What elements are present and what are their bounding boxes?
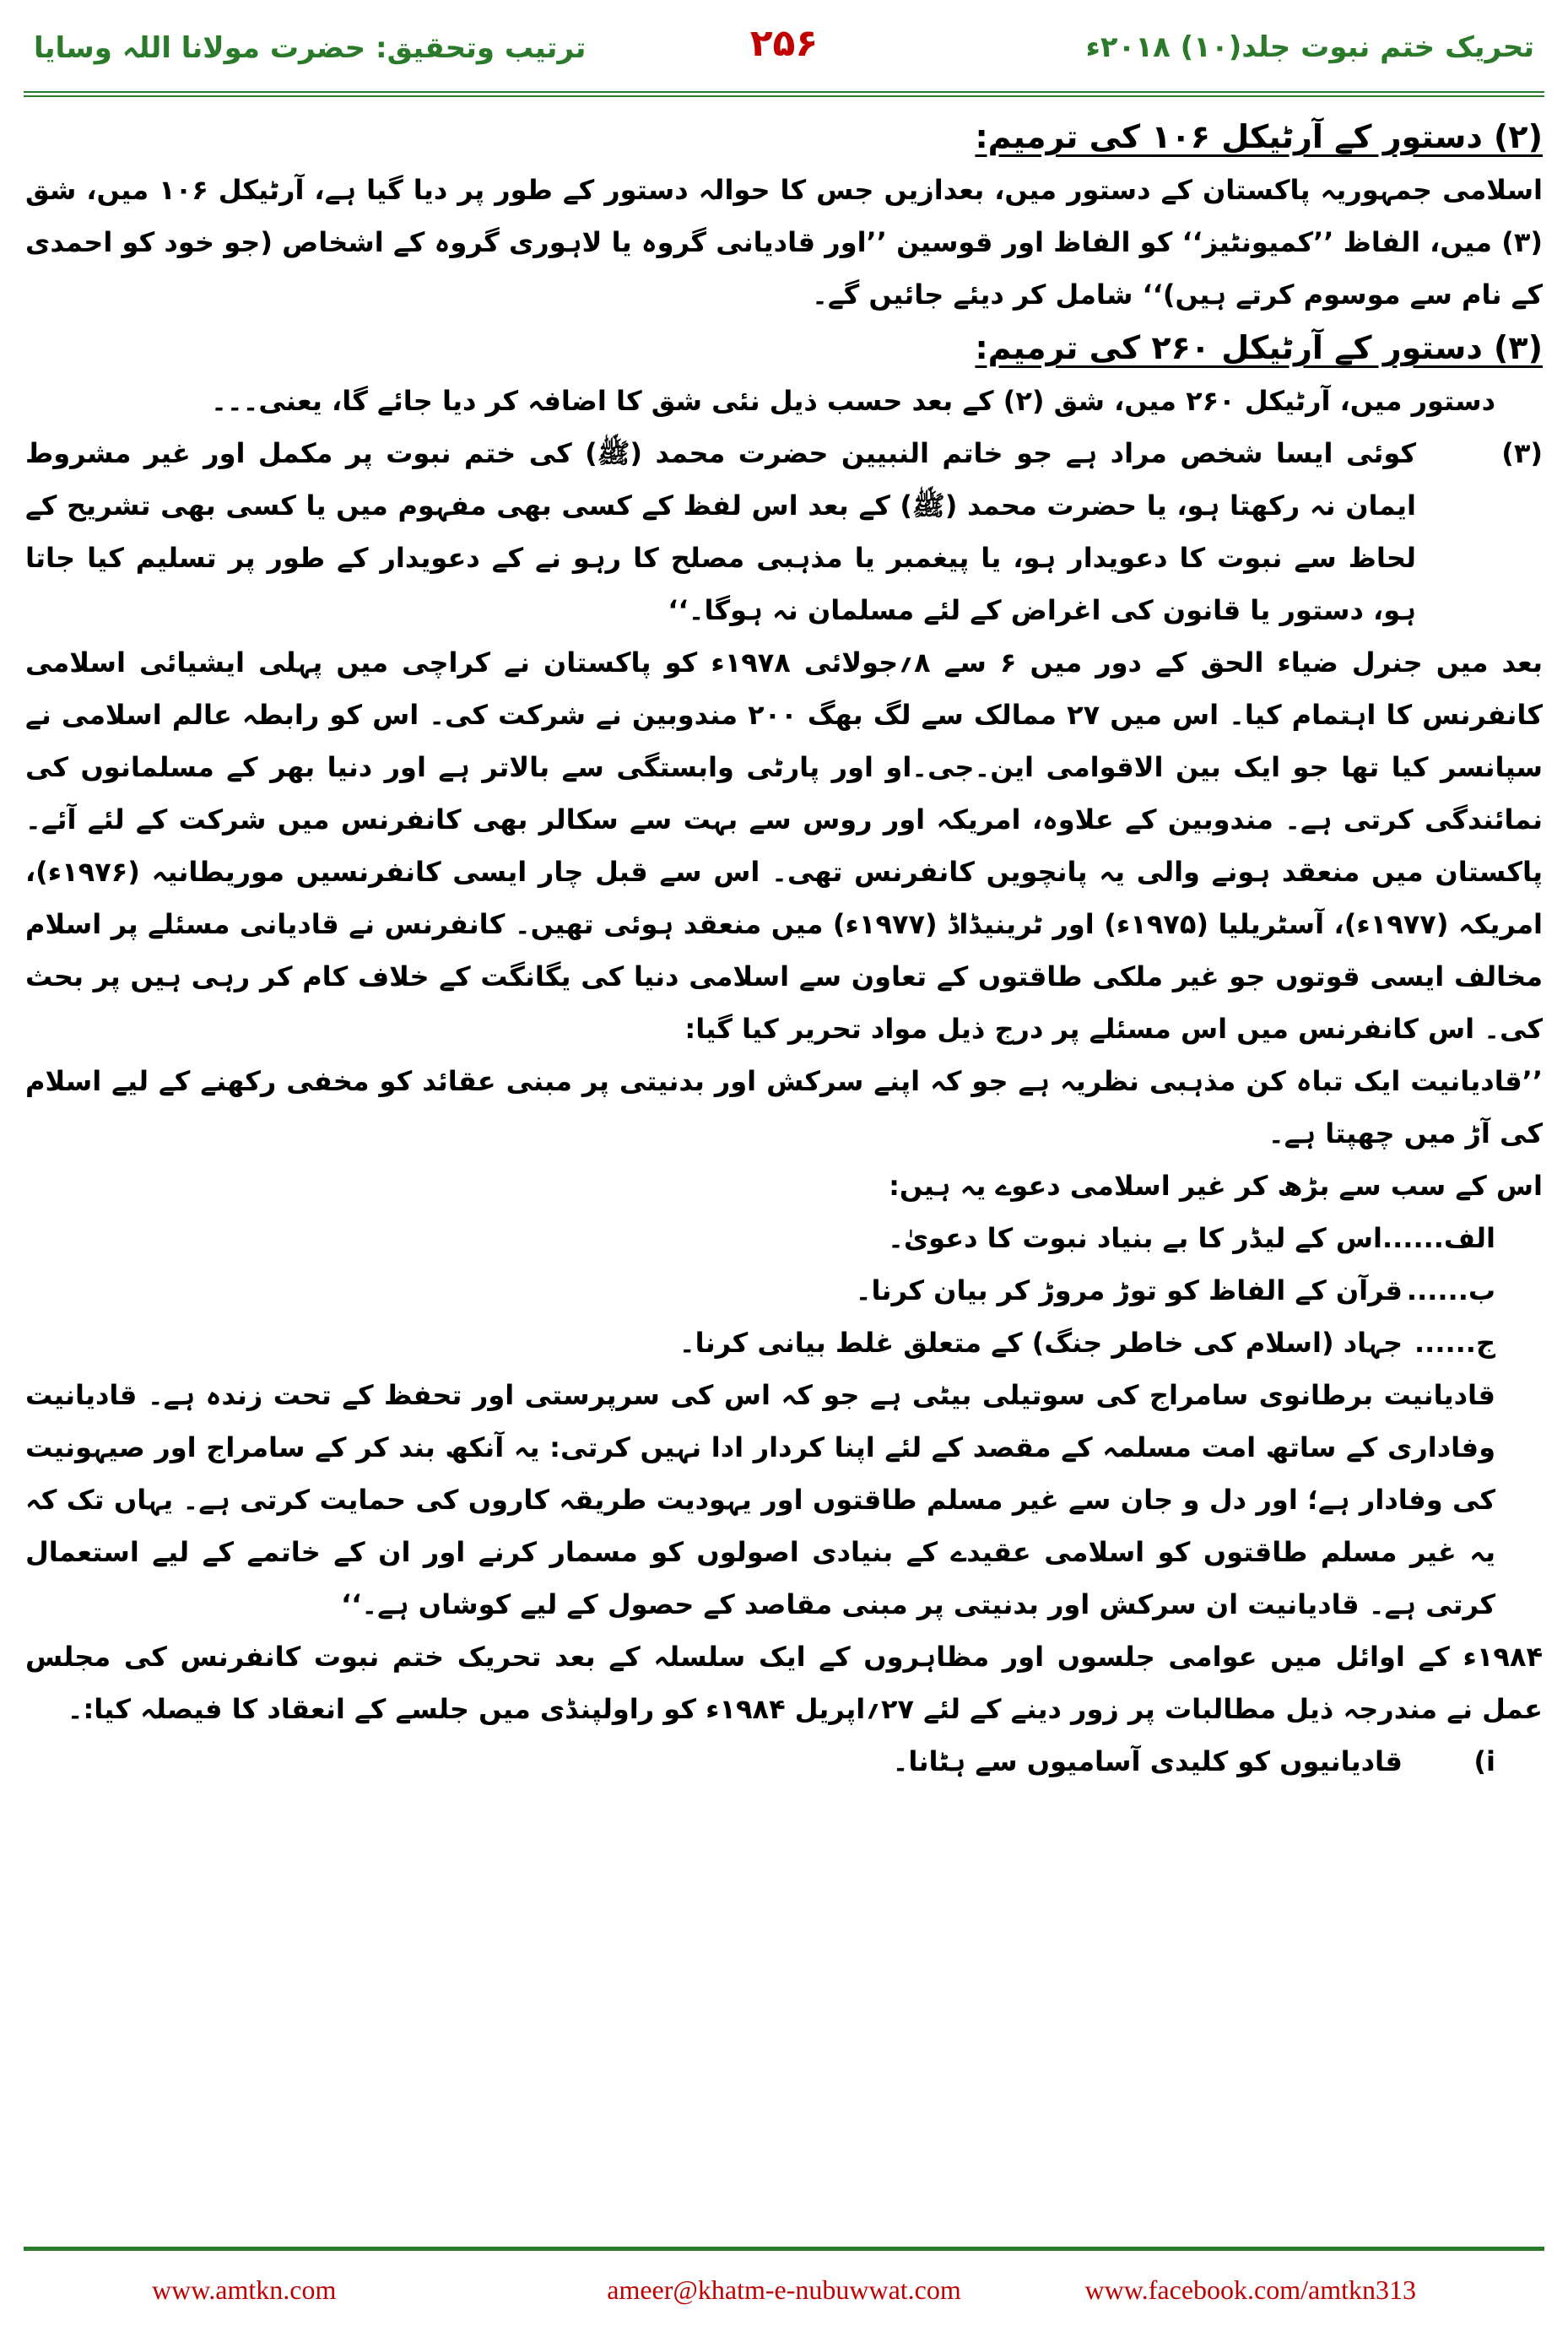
list-marker: ج......: [1414, 1327, 1495, 1359]
section-heading: (۲) دستور کے آرٹیکل ۱۰۶ کی ترمیم:: [975, 118, 1543, 155]
page-number: ۲۵۶: [749, 22, 819, 65]
list-item: [25, 1317, 1543, 1369]
email-link[interactable]: ameer@khatm-e-nubuwwat.com: [607, 2274, 961, 2305]
book-title: تحریک ختم نبوت جلد(۱۰) ۲۰۱۸ء: [1085, 30, 1534, 64]
page-footer: [51, 2264, 1517, 2318]
paragraph: بعد میں جنرل ضیاء الحق کے دور میں ۶ سے ۸؍جولائی ۱۹۷۸ء کو پاکستان نے کراچی میں پہلی ایشیائی اسلامی کانفرنس کا اہتمام کیا۔ اس میں ۲۷ ممالک سے لگ بھگ ۲۰۰ مندوبین نے شرکت کی۔ اس کو رابطہ عالم اسلامی نے سپانسر کیا تھا جو ایک بین الاقوامی این۔جی۔او اور پارٹی وابستگی سے بالاتر ہے اور دنیا بھر کے مسلمانوں کی نمائندگی کرتی ہے۔ مندوبین کے علاوہ، امریکہ اور روس سے بہت سے سکالر بھی کانفرنس میں شرکت کے لئے آئے۔ پاکستان میں منعقد ہونے والی یہ پانچویں کانفرنس تھی۔ اس سے قبل چار ایسی کانفرنسیں موریطانیہ (۱۹۷۶ء)، امریکہ (۱۹۷۷ء)، آسٹریلیا (۱۹۷۵ء) اور ٹرینیڈاڈ (۱۹۷۷ء) میں منعقد ہوئی تھیں۔ کانفرنس نے قادیانی مسئلے پر اسلام مخالف ایسی قوتوں جو غیر ملکی طاقتوں کے تعاون سے اسلامی دنیا کی یگانگت کے خلاف کام کر رہی ہیں پر بحث کی۔ اس کانفرنس میں اس مسئلے پر درج ذیل مواد تحریر کیا گیا:: [25, 646, 1543, 1045]
list-marker: ب......: [1406, 1274, 1495, 1306]
clause-number: (۳): [1501, 437, 1543, 469]
list-marker: الف......: [1381, 1222, 1495, 1254]
list-item: [25, 1264, 1543, 1317]
list-text: قرآن کے الفاظ کو توڑ مروڑ کر بیان کرنا۔: [855, 1274, 1403, 1306]
clause-block: [25, 427, 1543, 636]
section-heading: (۳) دستور کے آرٹیکل ۲۶۰ کی ترمیم:: [975, 329, 1543, 366]
website-link[interactable]: www.amtkn.com: [152, 2274, 337, 2305]
list-text: جہاد (اسلام کی خاطر جنگ) کے متعلق غلط بیانی کرنا۔: [679, 1327, 1403, 1359]
paragraph: اس کے سب سے بڑھ کر غیر اسلامی دعوے یہ ہیں:: [889, 1170, 1543, 1202]
header-divider: [24, 91, 1544, 97]
paragraph: دستور میں، آرٹیکل ۲۶۰ میں، شق (۲) کے بعد حسب ذیل نئی شق کا اضافہ کر دیا جائے گا، یعنی۔۔۔: [211, 385, 1495, 417]
paragraph: اسلامی جمہوریہ پاکستان کے دستور میں، بعدازیں جس کا حوالہ دستور کے طور پر دیا گیا ہے، آرٹیکل ۱۰۶ میں، شق (۳) میں، الفاظ ’’کمیونٹیز‘‘ کو الفاظ اور قوسین ’’اور قادیانی گروہ یا لاہوری گروہ کے اشخاص (جو خود کو احمدی کے نام سے موسوم کرتے ہیں)‘‘ شامل کر دیئے جائیں گے۔: [25, 174, 1543, 311]
paragraph: قادیانیت برطانوی سامراج کی سوتیلی بیٹی ہے جو کہ اس کی سرپرستی اور تحفظ کے تحت زندہ ہے۔ قادیانیت وفاداری کے ساتھ امت مسلمہ کے مقصد کے لئے اپنا کردار ادا نہیں کرتی: یہ آنکھ بند کر کے سامراج اور صیہونیت کی وفادار ہے؛ اور دل و جان سے غیر مسلم طاقتوں اور یہودیت طریقہ کاروں کی حمایت کرتی ہے۔ یہاں تک کہ یہ غیر مسلم طاقتوں کو اسلامی عقیدے کے بنیادی اصولوں کو مسمار کرنے اور ان کے خاتمے کے لیے استعمال کرتی ہے۔ قادیانیت ان سرکش اور بدنیتی پر مبنی مقاصد کے حصول کے لیے کوشاں ہے۔‘‘: [25, 1379, 1496, 1620]
paragraph: ۱۹۸۴ء کے اوائل میں عوامی جلسوں اور مظاہروں کے ایک سلسلہ کے بعد تحریک ختم نبوت کانفرنس کی مجلس عمل نے مندرجہ ذیل مطالبات پر زور دینے کے لئے ۲۷؍اپریل ۱۹۸۴ء کو راولپنڈی میں جلسے کے انعقاد کا فیصلہ کیا:۔: [25, 1641, 1543, 1725]
list-item: [25, 1212, 1543, 1264]
footer-divider: [24, 2247, 1544, 2251]
list-text: اس کے لیڈر کا بے بنیاد نبوت کا دعویٰ۔: [888, 1222, 1382, 1254]
facebook-link[interactable]: www.facebook.com/amtkn313: [1084, 2274, 1416, 2305]
list-item: [25, 1735, 1543, 1788]
page-header: [34, 22, 1534, 81]
clause-text: کوئی ایسا شخص مراد ہے جو خاتم النبیین حضرت محمد (ﷺ) کی ختم نبوت پر مکمل اور غیر مشروط ایمان نہ رکھتا ہو، یا حضرت محمد (ﷺ) کے بعد اس لفظ کے کسی بھی مفہوم میں یا کسی بھی تشریح کے لحاظ سے نبوت کا دعویدار ہو، یا پیغمبر یا مذہبی مصلح کا رہو نے کے دعویدار کے طور پر تسلیم کیا جاتا ہو، دستور یا قانون کی اغراض کے لئے مسلمان نہ ہوگا۔‘‘: [25, 437, 1416, 626]
list-marker: i): [1473, 1745, 1495, 1777]
list-text: قادیانیوں کو کلیدی آسامیوں سے ہٹانا۔: [892, 1745, 1403, 1777]
paragraph: ’’قادیانیت ایک تباہ کن مذہبی نظریہ ہے جو کہ اپنے سرکش اور بدنیتی پر مبنی عقائد کو مخفی رکھنے کے لیے اسلام کی آڑ میں چھپتا ہے۔: [25, 1065, 1543, 1149]
page-body: [25, 110, 1543, 2182]
editor-credit: ترتیب وتحقیق: حضرت مولانا اللہ وسایا: [34, 31, 587, 65]
